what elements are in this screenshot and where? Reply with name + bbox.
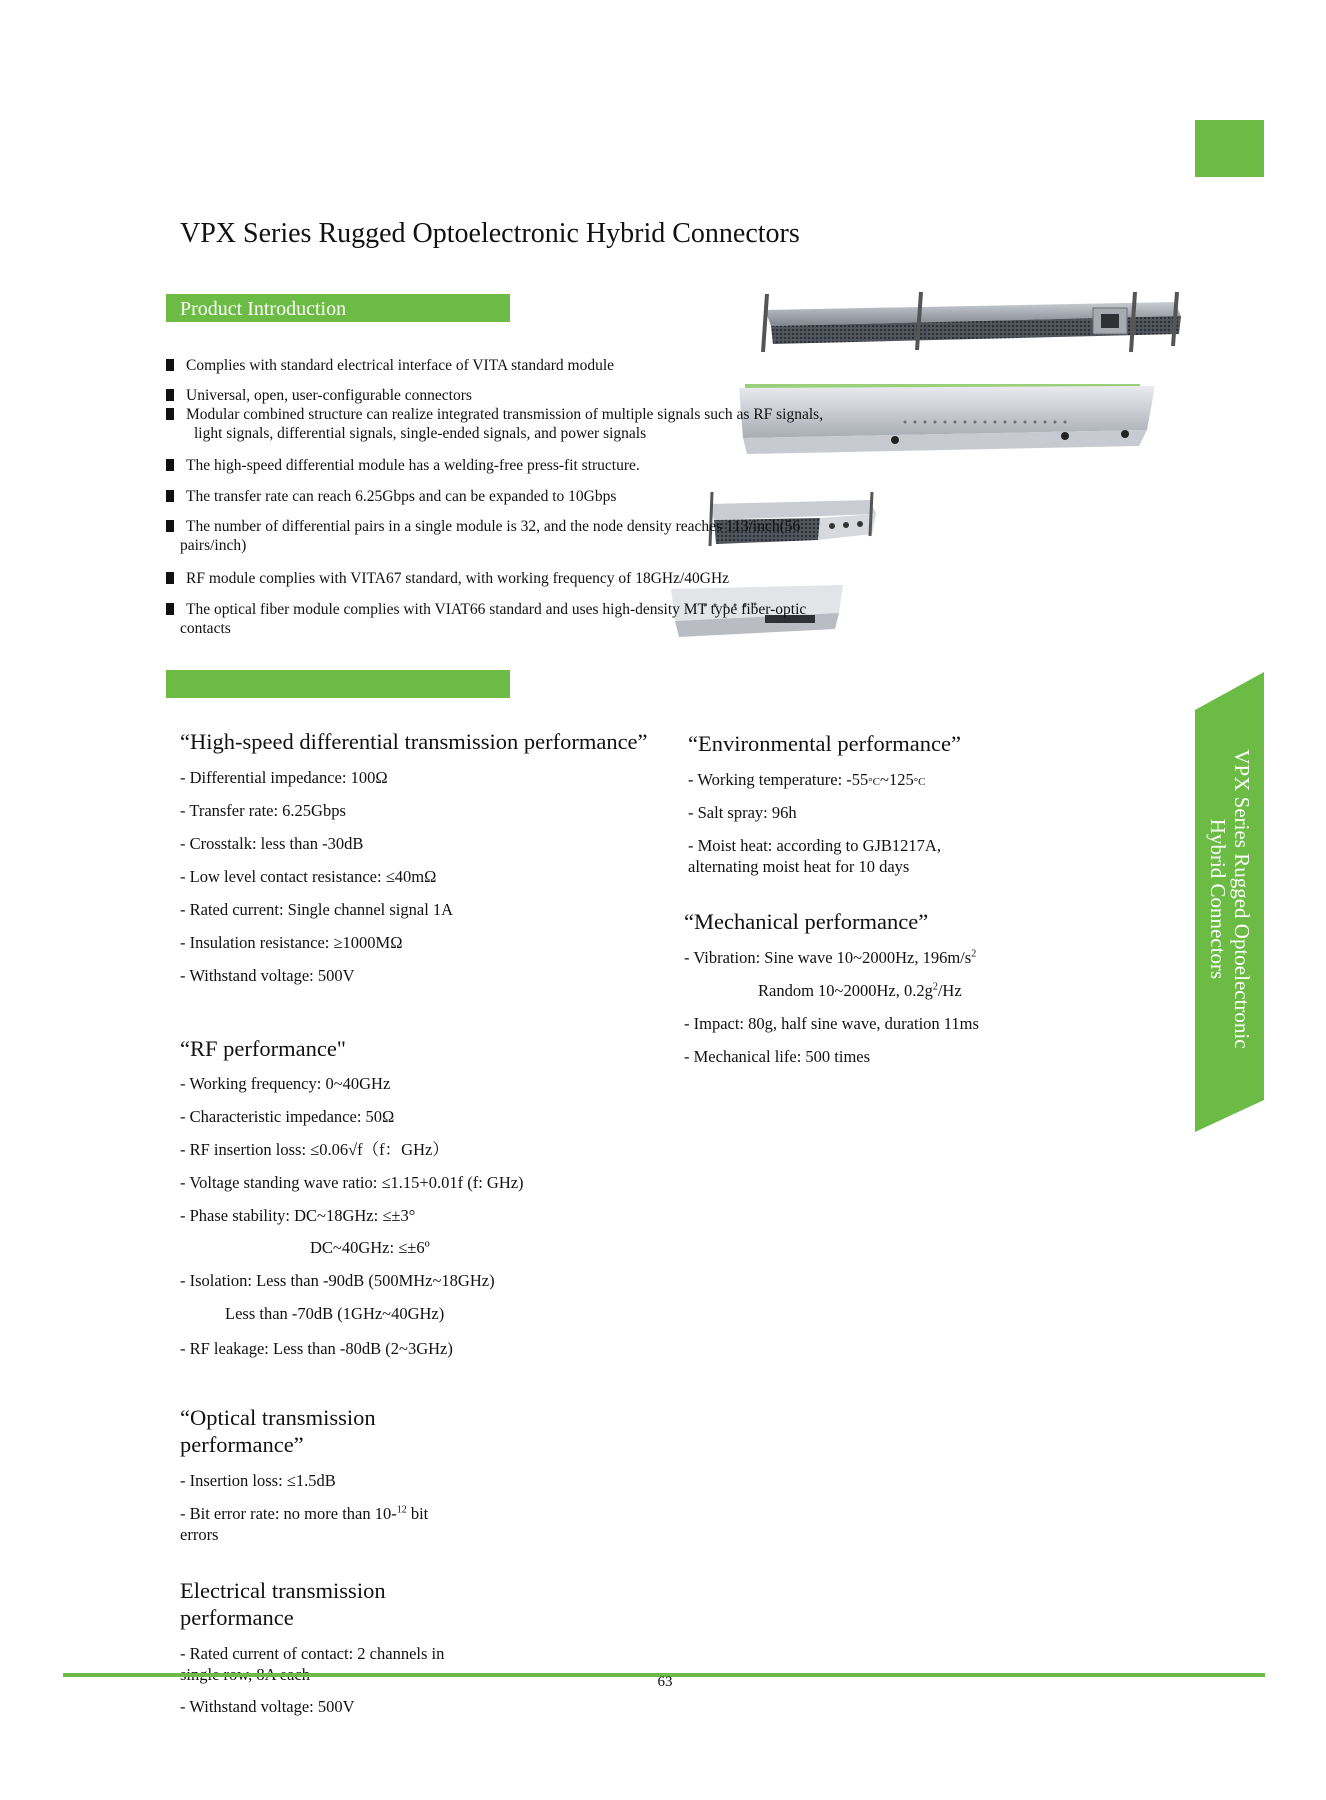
list-item: Universal, open, user-configurable connectors (166, 386, 886, 405)
spec-item: - Impact: 80g, half sine wave, duration 11ms (684, 1014, 979, 1033)
list-item: Modular combined structure can realize integrated transmission of multiple signals such as RF signals, light signals, differential signals, single-ended signals, and power signals (166, 405, 886, 443)
spec-item: - Low level contact resistance: ≤40mΩ (180, 867, 437, 886)
spec-item: - Working temperature: -55°C~125°C (688, 770, 926, 789)
electrical-heading: Electrical transmission performance (180, 1578, 386, 1630)
spec-item: - Vibration: Sine wave 10~2000Hz, $196m/s^2$ (684, 948, 977, 967)
spec-item: Random 10~2000Hz, $0.2g^2/Hz$ (758, 981, 962, 1000)
bullet-marker-icon (166, 389, 174, 401)
list-item: Complies with standard electrical interface of VITA standard module (166, 356, 886, 375)
spec-item: - Transfer rate: 6.25Gbps (180, 801, 346, 820)
spec-item: - Bit error rate: no more than 10-$^{12}$ bit errors (180, 1504, 429, 1544)
spec-item: - Rated current: Single channel signal 1A (180, 900, 454, 919)
spec-item: - Mechanical life: 500 times (684, 1047, 871, 1066)
side-tab-label: VPX Series Rugged Optoelectronic Hybrid Connectors (1205, 749, 1254, 1049)
spec-item: - RF insertion loss: ≤0.06√f（f：GHz） (180, 1140, 449, 1159)
list-item: The optical fiber module complies with VIAT66 standard and uses high-density MT type fiber-optic contacts (166, 600, 886, 638)
spec-item: DC~40GHz: ≤±6º (310, 1238, 430, 1257)
spec-item: - Rated current of contact: 2 channels in (180, 1644, 445, 1663)
bullet-marker-icon (166, 359, 174, 371)
highspeed-heading: “High-speed differential transmission performance” (180, 729, 648, 754)
spec-item: - Voltage standing wave ratio: ≤1.15+0.01f (f: GHz) (180, 1173, 524, 1192)
bullet-marker-icon (166, 520, 174, 532)
corner-tab (1195, 120, 1264, 177)
page-number: 63 (657, 1674, 673, 1690)
product-introduction-heading: Product Introduction (166, 294, 510, 322)
spec-item: - Moist heat: according to GJB1217A, alternating moist heat for 10 days (688, 836, 941, 876)
mechanical-heading: “Mechanical performance” (684, 909, 929, 934)
rf-heading: “RF performance" (180, 1036, 346, 1061)
list-item: The high-speed differential module has a welding-free press-fit structure. (166, 456, 886, 475)
spec-item: - Withstand voltage: 500V (180, 1697, 355, 1716)
bullet-marker-icon (166, 490, 174, 502)
spec-item: - Working frequency: 0~40GHz (180, 1074, 391, 1093)
spec-item: - Withstand voltage: 500V (180, 966, 355, 985)
spec-item: - Phase stability: DC~18GHz: ≤±3° (180, 1206, 416, 1225)
environmental-heading: “Environmental performance” (688, 731, 961, 756)
bullet-marker-icon (166, 459, 174, 471)
bullet-marker-icon (166, 572, 174, 584)
list-item: The number of differential pairs in a single module is 32, and the node density reaches 113/inch(56 pairs/inch) (166, 517, 886, 555)
spec-item: - Crosstalk: less than -30dB (180, 834, 364, 853)
bullet-marker-icon (166, 408, 174, 420)
spec-item: - Insertion loss: ≤1.5dB (180, 1471, 336, 1490)
spec-item: - Characteristic impedance: 50Ω (180, 1107, 395, 1126)
spec-item: - Salt spray: 96h (688, 803, 797, 822)
optical-heading: “Optical transmission performance” (180, 1405, 376, 1457)
spec-item: - RF leakage: Less than -80dB (2~3GHz) (180, 1339, 453, 1358)
spec-item: - Insulation resistance: ≥1000MΩ (180, 933, 403, 952)
list-item: The transfer rate can reach 6.25Gbps and can be expanded to 10Gbps (166, 487, 886, 506)
specifications-heading (166, 670, 510, 698)
list-item: RF module complies with VITA67 standard, with working frequency of 18GHz/40GHz (166, 569, 886, 588)
spec-item: - Isolation: Less than -90dB (500MHz~18GHz) (180, 1271, 495, 1290)
spec-item: Less than -70dB (1GHz~40GHz) (225, 1304, 445, 1323)
page-title: VPX Series Rugged Optoelectronic Hybrid Connectors (180, 218, 800, 249)
connector-long-top-image (755, 288, 1195, 358)
bullet-marker-icon (166, 603, 174, 615)
spec-item: - Differential impedance: 100Ω (180, 768, 388, 787)
